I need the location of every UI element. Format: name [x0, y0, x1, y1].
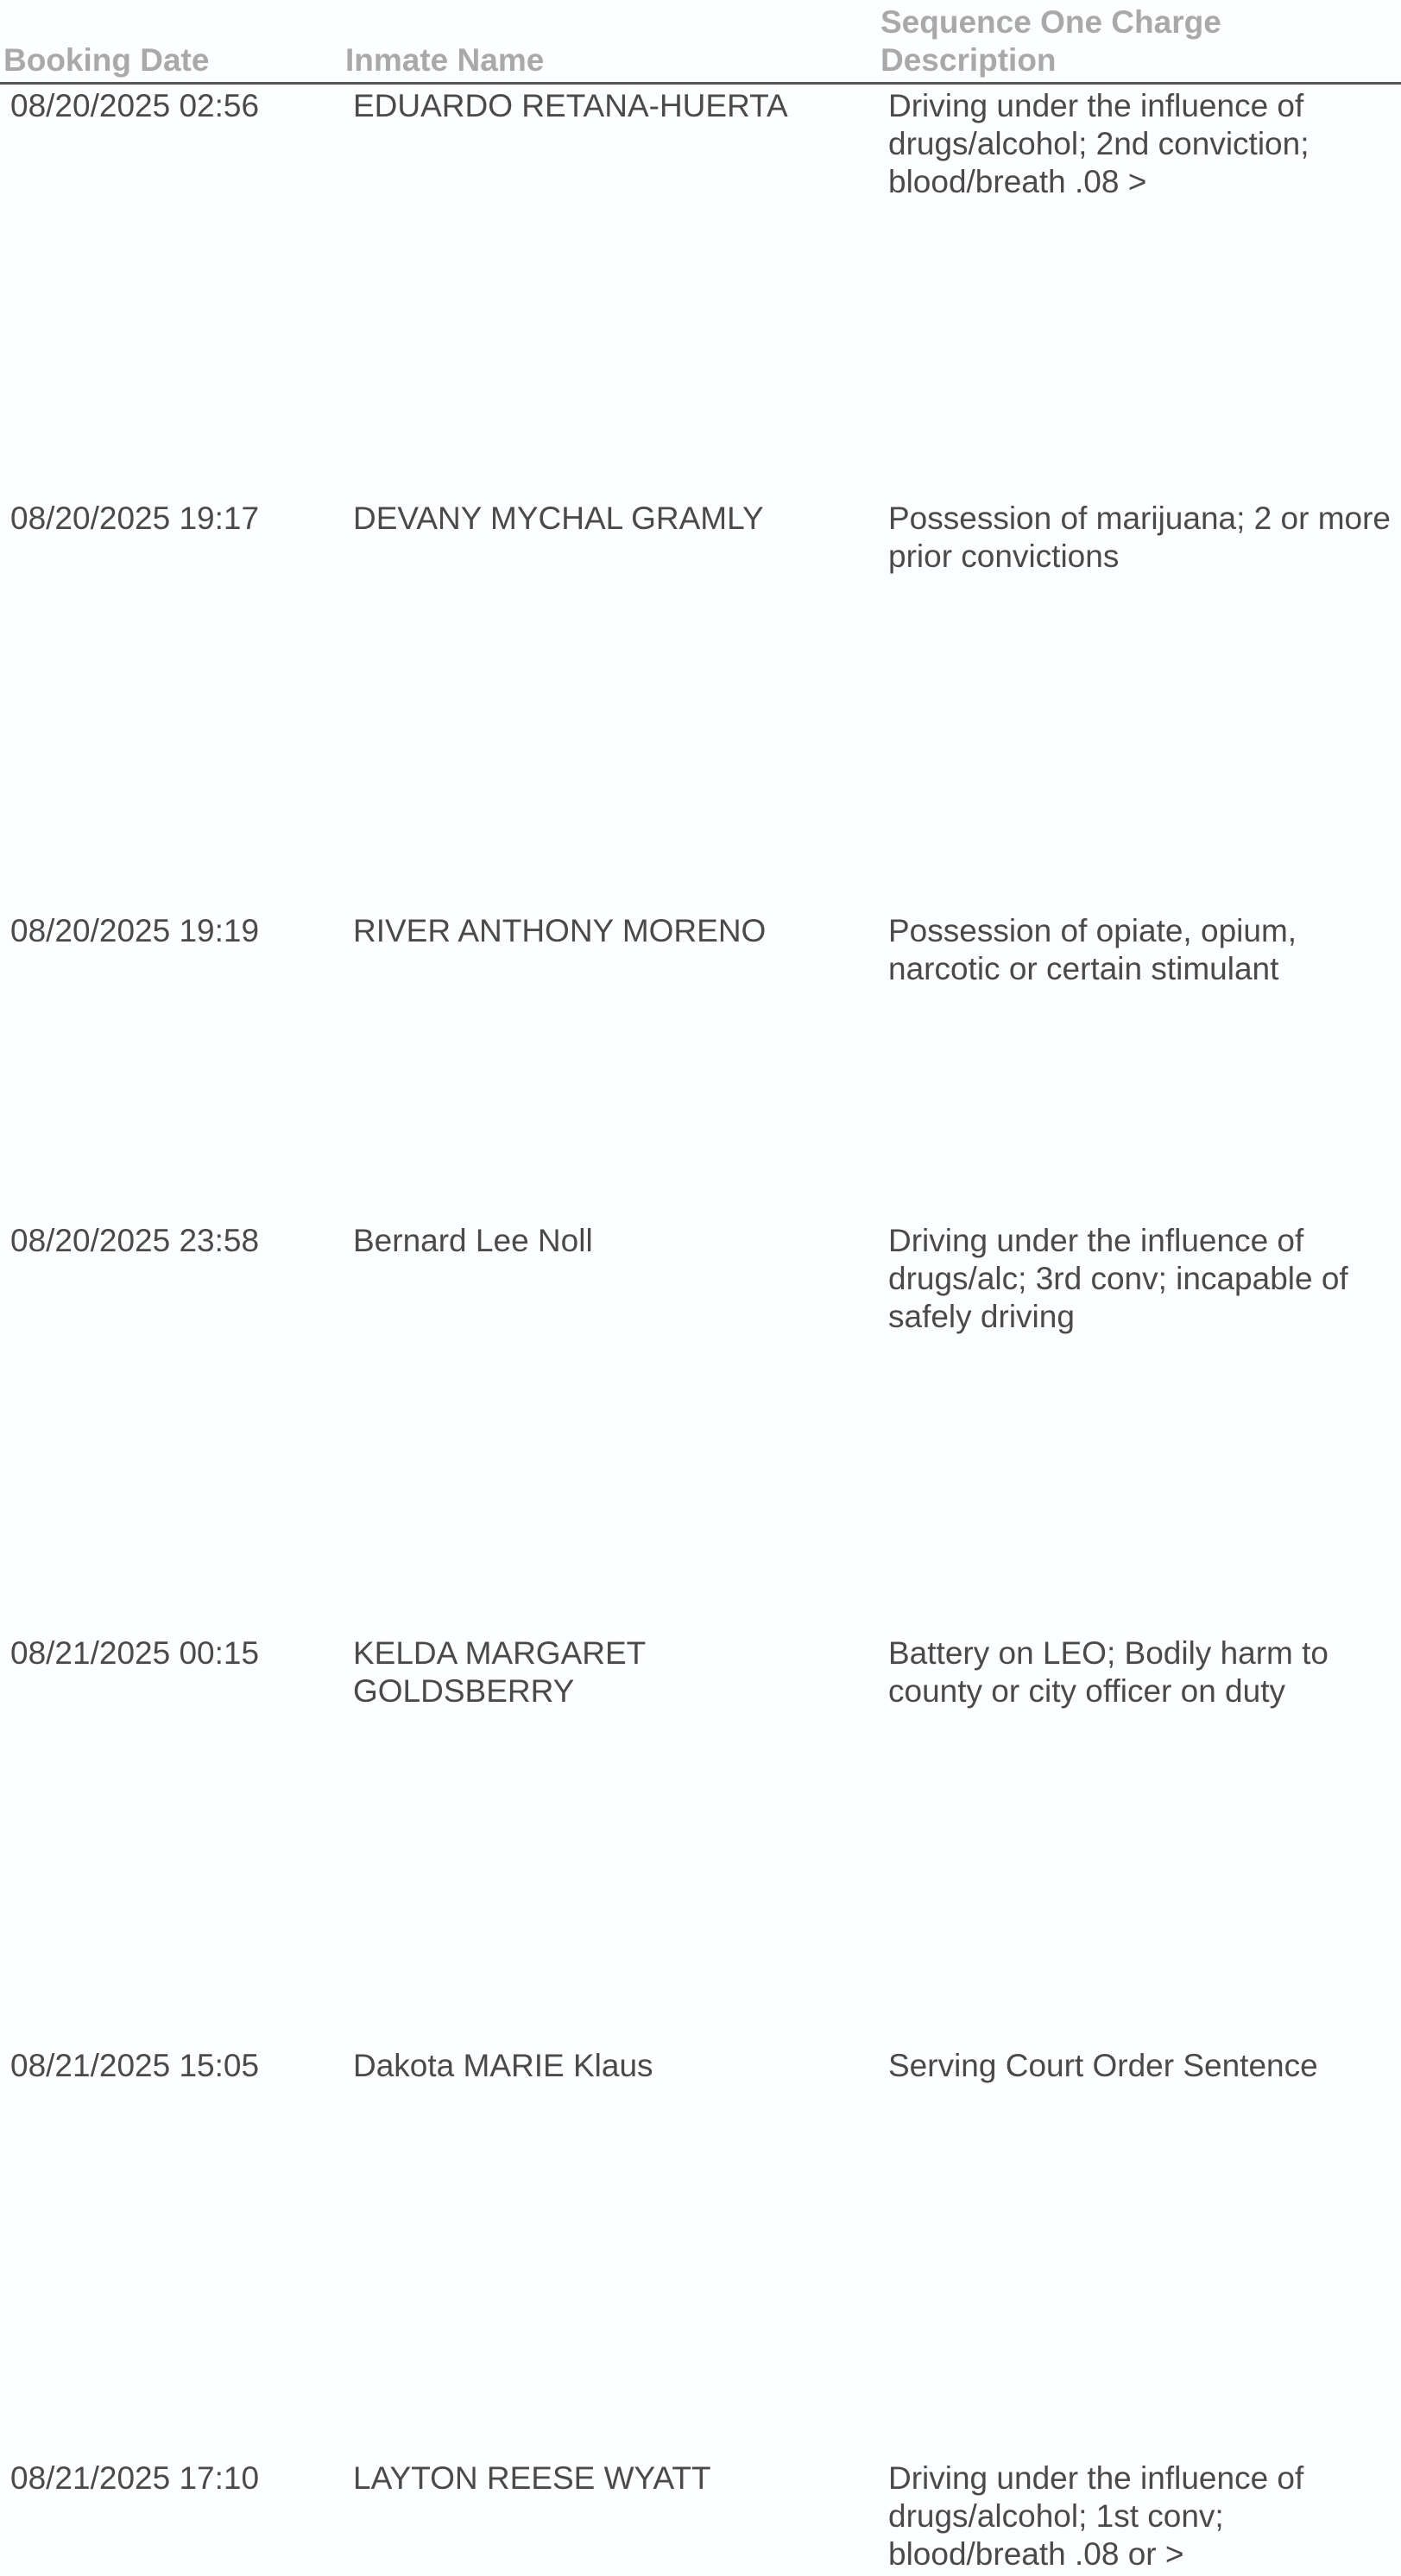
booking-date-cell: 08/20/2025 02:56 — [10, 88, 260, 123]
booking-date-cell: 08/21/2025 00:15 — [10, 1635, 260, 1671]
inmate-name-cell: DEVANY MYCHAL GRAMLY — [353, 501, 764, 536]
inmate-name-cell: KELDA MARGARET GOLDSBERRY — [353, 1635, 646, 1709]
charge-description-cell: Possession of opiate, opium, narcotic or certain stimulant — [888, 913, 1297, 986]
column-header-charge-description[interactable] — [880, 3, 1364, 79]
inmate-name-cell: Bernard Lee Noll — [353, 1223, 593, 1258]
inmate-name-cell: EDUARDO RETANA-HUERTA — [353, 88, 788, 123]
inmate-name-cell: RIVER ANTHONY MORENO — [353, 913, 767, 948]
booking-date-cell: 08/20/2025 23:58 — [10, 1223, 260, 1258]
charge-description-cell: Battery on LEO; Bodily harm to county or city officer on duty — [888, 1635, 1329, 1709]
charge-description-cell: Driving under the influence of drugs/alc; 3rd conv; incapable of safely driving — [888, 1223, 1348, 1334]
table-header — [0, 0, 1401, 85]
charge-description-cell: Driving under the influence of drugs/alcohol; 1st conv; blood/breath .08 or > — [888, 2460, 1304, 2572]
booking-date-cell: 08/21/2025 17:10 — [10, 2460, 260, 2496]
booking-date-cell: 08/21/2025 15:05 — [10, 2048, 260, 2083]
column-header-charge-line-2: Description — [880, 42, 1057, 78]
inmate-name-cell: Dakota MARIE Klaus — [353, 2048, 653, 2083]
charge-description-cell: Possession of marijuana; 2 or more prior convictions — [888, 501, 1391, 574]
inmate-name-cell: LAYTON REESE WYATT — [353, 2460, 711, 2496]
booking-date-cell: 08/20/2025 19:19 — [10, 913, 260, 948]
column-header-charge-line-1: Sequence One Charge — [880, 4, 1221, 40]
booking-date-cell: 08/20/2025 19:17 — [10, 501, 260, 536]
charge-description-cell: Serving Court Order Sentence — [888, 2048, 1318, 2083]
column-header-inmate-name[interactable]: Inmate Name — [345, 42, 545, 78]
charge-description-cell: Driving under the influence of drugs/alcohol; 2nd conviction; blood/breath .08 > — [888, 88, 1309, 199]
column-header-booking-date[interactable]: Booking Date — [3, 42, 210, 78]
